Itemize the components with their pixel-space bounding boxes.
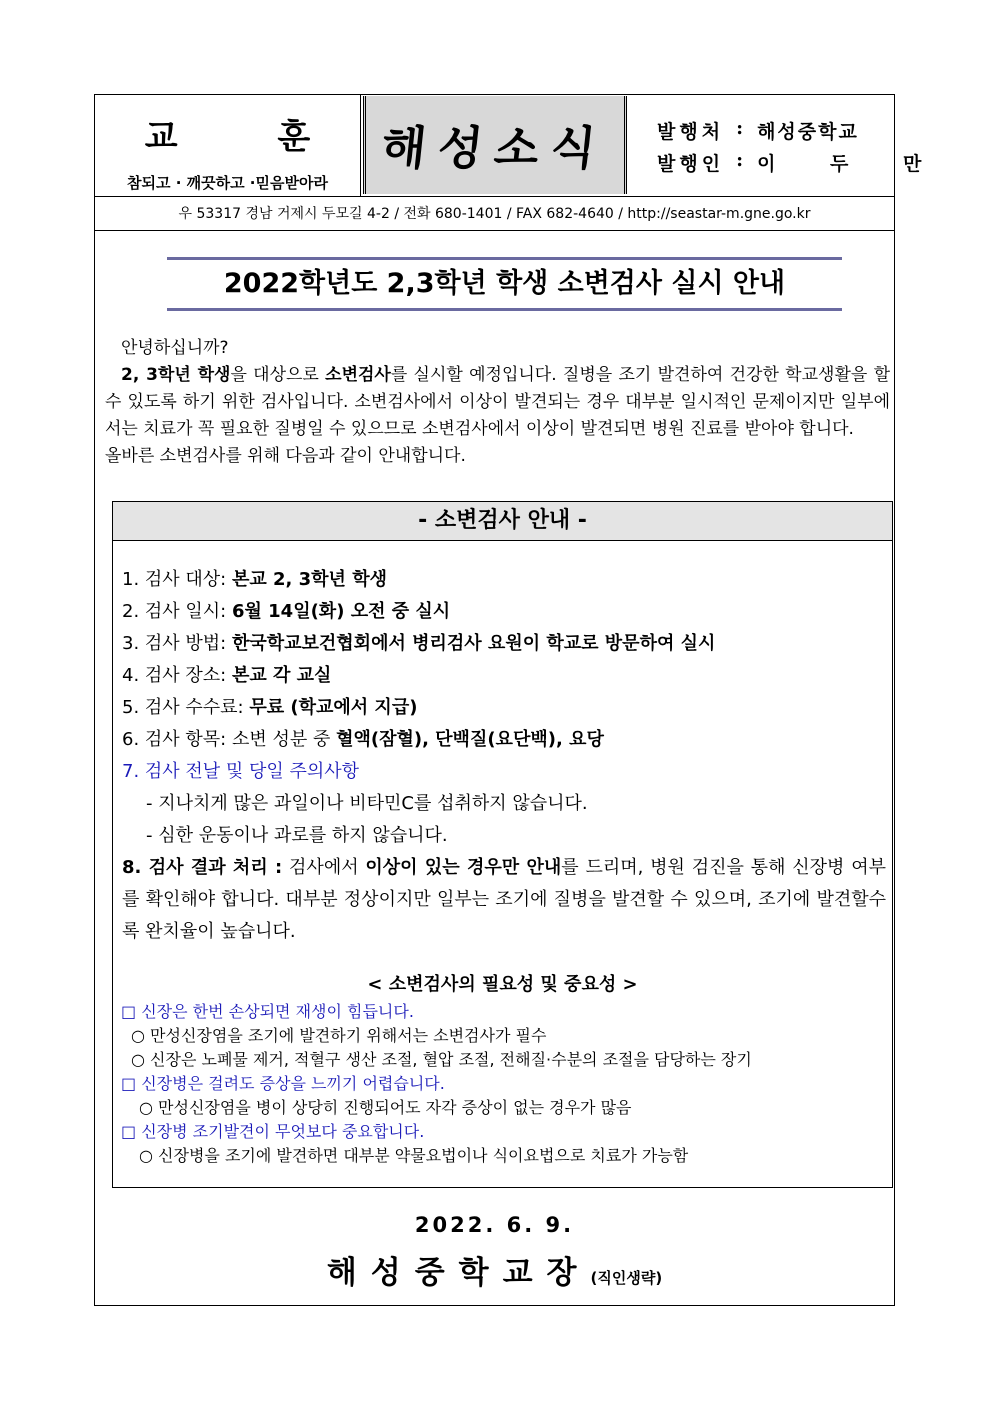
greeting: 안녕하십니까? <box>121 338 229 358</box>
newsletter-title: 해성소식 <box>378 121 611 175</box>
intro-paragraph: 2, 3학년 학생을 대상으로 소변검사를 실시할 예정입니다. 질병을 조기 발견하여 건강한 학교생활을 할 수 있도록 하기 위한 검사입니다. 소변검사에서 이상이 발견되는 경우 대부분 일시적인 문제이지만 일부에서는 치료가 꼭 필요한 질병일 수 있으므로 소변검사에서 이상이 발견되면 병원 진료를 받아야 합니다. <box>105 365 891 439</box>
check-kidney-regeneration: □ 신장은 한번 손상되면 재생이 힘듭니다. <box>121 1002 414 1021</box>
info-item-precautions: 7. 검사 전날 및 당일 주의사항 <box>122 761 360 782</box>
issuer-row: 발행인 : 이 두 만 <box>657 149 946 175</box>
test-info-items <box>122 564 886 948</box>
info-item-contents: 6. 검사 항목: 소변 성분 중 혈액(잠혈), 단백질(요단백), 요당 <box>122 729 604 750</box>
info-item-method: 3. 검사 방법: 한국학교보건협회에서 병리검사 요원이 학교로 방문하여 실시 <box>122 633 716 654</box>
issuer-label: 발행인 <box>657 153 725 175</box>
publisher-row: 발행처 : 해성중학교 <box>657 117 859 143</box>
newsletter-header <box>95 95 946 197</box>
info-item-results: 8. 검사 결과 처리 : 검사에서 이상이 있는 경우만 안내를 드리며, 병원 검진을 통해 신장병 여부를 확인해야 합니다. 대부분 정상이지만 일부는 조기에 질병을 발견할 수 있으며, 조기에 발견할수록 완치율이 높습니다. <box>122 857 886 942</box>
principal-title: 해성중학교장 <box>326 1255 591 1291</box>
info-item-date: 2. 검사 일시: 6월 14일(화) 오전 중 실시 <box>122 601 451 622</box>
publisher-label: 발행처 <box>657 121 725 143</box>
motto-title: 교 훈 <box>144 117 355 157</box>
newsletter-masthead <box>363 96 627 194</box>
info-item-target: 1. 검사 대상: 본교 2, 3학년 학생 <box>122 569 387 590</box>
precaution-fruit: - 지나치게 많은 과일이나 비타민C를 섭취하지 않습니다. <box>146 793 588 814</box>
document-title: 2022학년도 2,3학년 학생 소변검사 실시 안내 <box>167 257 842 311</box>
issue-date: 2022. 6. 9. <box>414 1213 575 1237</box>
school-motto <box>95 95 361 196</box>
check-item: ○ 만성신장염을 병이 상당히 진행되어도 자각 증상이 없는 경우가 많음 <box>139 1098 632 1117</box>
precaution-exercise: - 심한 운동이나 과로를 하지 않습니다. <box>146 825 448 846</box>
seal-omitted-note: (직인생략) <box>590 1269 663 1287</box>
newsletter-frame <box>94 94 946 1306</box>
intro-text <box>105 335 890 470</box>
importance-title: < 소변검사의 필요성 및 중요성 > <box>367 974 638 995</box>
check-item: ○ 신장은 노폐물 제거, 적혈구 생산 조절, 혈압 조절, 전해질·수분의 조절을 담당하는 장기 <box>131 1050 752 1069</box>
info-item-place: 4. 검사 장소: 본교 각 교실 <box>122 665 332 686</box>
school-address: 우 53317 경남 거제시 두모길 4-2 / 전화 680-1401 / FAX 682-4640 / http://seastar-m.gne.go.kr <box>95 197 894 231</box>
intro-closing: 올바른 소변검사를 위해 다음과 같이 안내합니다. <box>105 446 466 466</box>
target-grades: 2, 3학년 학생 <box>121 365 231 385</box>
check-symptoms: □ 신장병은 걸려도 증상을 느끼기 어렵습니다. <box>121 1074 445 1093</box>
check-item: ○ 만성신장염을 조기에 발견하기 위해서는 소변검사가 필수 <box>131 1026 547 1045</box>
test-name: 소변검사 <box>325 365 391 385</box>
box-heading: - 소변검사 안내 - <box>113 502 892 541</box>
check-item: ○ 신장병을 조기에 발견하면 대부분 약물요법이나 식이요법으로 치료가 가능함 <box>139 1146 689 1165</box>
publisher-value: 해성중학교 <box>757 121 859 143</box>
test-info-box <box>112 501 893 1188</box>
info-item-fee: 5. 검사 수수료: 무료 (학교에서 지급) <box>122 697 418 718</box>
publisher-info <box>627 95 946 196</box>
check-early-detection: □ 신장병 조기발견이 무엇보다 중요합니다. <box>121 1122 425 1141</box>
importance-list <box>121 1000 889 1168</box>
issuer-value: 이 두 만 <box>757 153 946 175</box>
signature <box>95 1247 894 1292</box>
motto-text: 참되고 · 깨끗하고 ·믿음받아라 <box>127 174 328 192</box>
